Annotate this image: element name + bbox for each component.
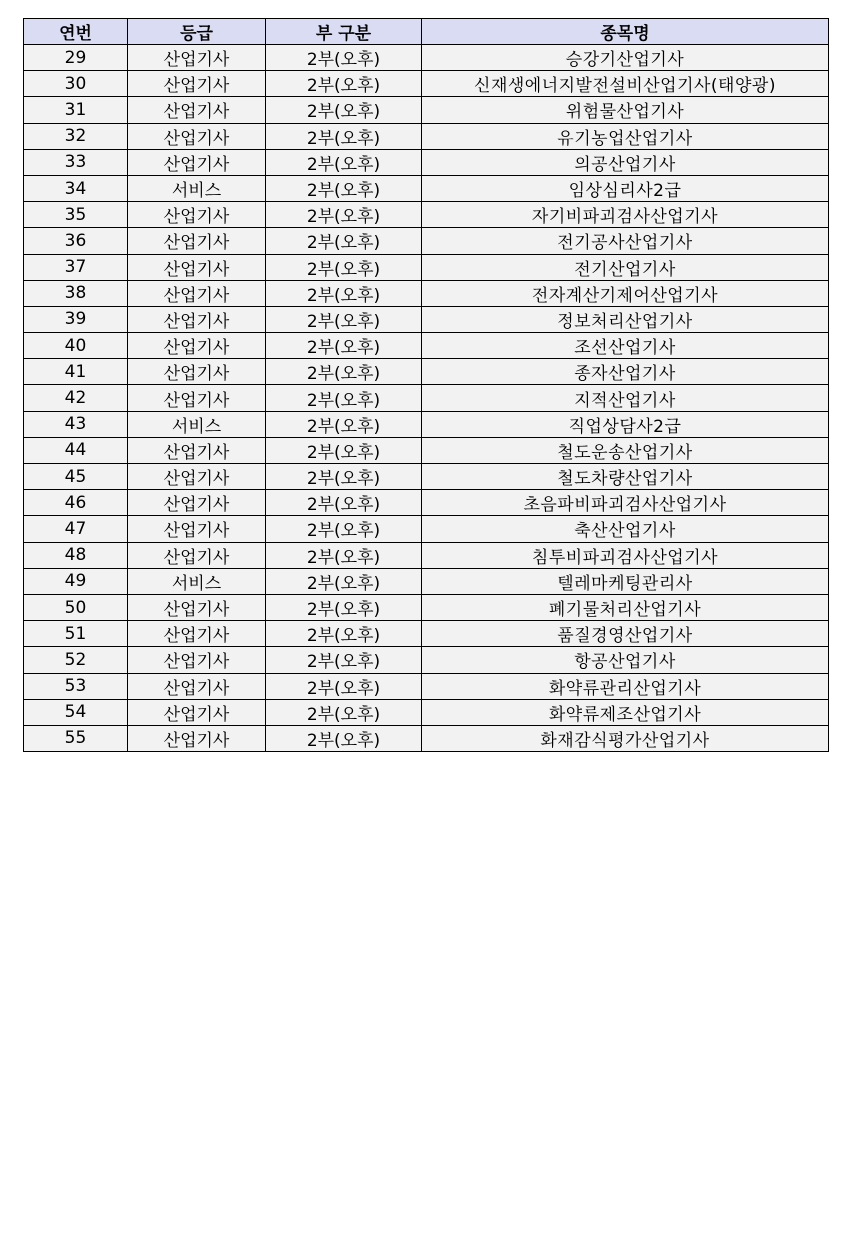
cell-session: 2부(오후) <box>266 621 422 647</box>
cell-grade: 산업기사 <box>128 333 266 359</box>
cell-serial-number: 49 <box>24 568 128 594</box>
table-row <box>24 542 829 568</box>
table-row <box>24 725 829 751</box>
exam-schedule-table <box>23 18 829 752</box>
table-row <box>24 490 829 516</box>
cell-grade: 산업기사 <box>128 647 266 673</box>
table-row <box>24 123 829 149</box>
cell-subject-name: 침투비파괴검사산업기사 <box>422 542 829 568</box>
cell-grade: 산업기사 <box>128 621 266 647</box>
cell-grade: 산업기사 <box>128 359 266 385</box>
cell-session: 2부(오후) <box>266 359 422 385</box>
cell-serial-number: 42 <box>24 385 128 411</box>
cell-serial-number: 39 <box>24 306 128 332</box>
cell-serial-number: 44 <box>24 437 128 463</box>
cell-grade: 산업기사 <box>128 594 266 620</box>
table-row <box>24 175 829 201</box>
table-row <box>24 437 829 463</box>
cell-session: 2부(오후) <box>266 97 422 123</box>
cell-subject-name: 화약류제조산업기사 <box>422 699 829 725</box>
cell-session: 2부(오후) <box>266 254 422 280</box>
cell-grade: 산업기사 <box>128 673 266 699</box>
cell-session: 2부(오후) <box>266 411 422 437</box>
cell-grade: 서비스 <box>128 568 266 594</box>
cell-grade: 산업기사 <box>128 71 266 97</box>
cell-subject-name: 화재감식평가산업기사 <box>422 725 829 751</box>
cell-grade: 산업기사 <box>128 490 266 516</box>
cell-subject-name: 텔레마케팅관리사 <box>422 568 829 594</box>
cell-subject-name: 의공산업기사 <box>422 149 829 175</box>
cell-subject-name: 철도차량산업기사 <box>422 464 829 490</box>
cell-session: 2부(오후) <box>266 464 422 490</box>
table-row <box>24 621 829 647</box>
cell-session: 2부(오후) <box>266 699 422 725</box>
cell-subject-name: 조선산업기사 <box>422 333 829 359</box>
cell-serial-number: 38 <box>24 280 128 306</box>
cell-session: 2부(오후) <box>266 149 422 175</box>
cell-serial-number: 54 <box>24 699 128 725</box>
table-row <box>24 359 829 385</box>
cell-session: 2부(오후) <box>266 385 422 411</box>
cell-serial-number: 55 <box>24 725 128 751</box>
cell-session: 2부(오후) <box>266 516 422 542</box>
cell-serial-number: 48 <box>24 542 128 568</box>
cell-session: 2부(오후) <box>266 333 422 359</box>
cell-grade: 산업기사 <box>128 699 266 725</box>
cell-subject-name: 항공산업기사 <box>422 647 829 673</box>
cell-serial-number: 41 <box>24 359 128 385</box>
cell-subject-name: 위험물산업기사 <box>422 97 829 123</box>
cell-grade: 산업기사 <box>128 149 266 175</box>
header-session: 부 구분 <box>266 19 422 45</box>
table-body <box>24 45 829 752</box>
cell-session: 2부(오후) <box>266 123 422 149</box>
cell-subject-name: 전자계산기제어산업기사 <box>422 280 829 306</box>
table-row <box>24 228 829 254</box>
table-row <box>24 568 829 594</box>
header-subject-name: 종목명 <box>422 19 829 45</box>
table-row <box>24 71 829 97</box>
cell-serial-number: 46 <box>24 490 128 516</box>
cell-subject-name: 종자산업기사 <box>422 359 829 385</box>
cell-serial-number: 53 <box>24 673 128 699</box>
cell-subject-name: 유기농업산업기사 <box>422 123 829 149</box>
table-row <box>24 673 829 699</box>
cell-subject-name: 신재생에너지발전설비산업기사(태양광) <box>422 71 829 97</box>
table-row <box>24 385 829 411</box>
cell-serial-number: 36 <box>24 228 128 254</box>
cell-session: 2부(오후) <box>266 542 422 568</box>
cell-grade: 산업기사 <box>128 254 266 280</box>
cell-subject-name: 초음파비파괴검사산업기사 <box>422 490 829 516</box>
cell-session: 2부(오후) <box>266 568 422 594</box>
cell-session: 2부(오후) <box>266 71 422 97</box>
cell-grade: 산업기사 <box>128 306 266 332</box>
cell-grade: 산업기사 <box>128 202 266 228</box>
cell-session: 2부(오후) <box>266 673 422 699</box>
cell-subject-name: 화약류관리산업기사 <box>422 673 829 699</box>
table-row <box>24 411 829 437</box>
cell-serial-number: 34 <box>24 175 128 201</box>
cell-serial-number: 40 <box>24 333 128 359</box>
cell-session: 2부(오후) <box>266 647 422 673</box>
table-row <box>24 333 829 359</box>
cell-session: 2부(오후) <box>266 45 422 71</box>
cell-serial-number: 43 <box>24 411 128 437</box>
cell-grade: 서비스 <box>128 175 266 201</box>
cell-serial-number: 30 <box>24 71 128 97</box>
cell-grade: 산업기사 <box>128 45 266 71</box>
table-row <box>24 202 829 228</box>
cell-serial-number: 47 <box>24 516 128 542</box>
header-row <box>24 19 829 45</box>
cell-subject-name: 철도운송산업기사 <box>422 437 829 463</box>
cell-serial-number: 37 <box>24 254 128 280</box>
cell-subject-name: 자기비파괴검사산업기사 <box>422 202 829 228</box>
cell-session: 2부(오후) <box>266 725 422 751</box>
cell-serial-number: 52 <box>24 647 128 673</box>
cell-serial-number: 29 <box>24 45 128 71</box>
cell-serial-number: 35 <box>24 202 128 228</box>
table-row <box>24 254 829 280</box>
cell-grade: 산업기사 <box>128 97 266 123</box>
cell-subject-name: 품질경영산업기사 <box>422 621 829 647</box>
cell-subject-name: 전기산업기사 <box>422 254 829 280</box>
cell-session: 2부(오후) <box>266 306 422 332</box>
cell-session: 2부(오후) <box>266 437 422 463</box>
cell-session: 2부(오후) <box>266 228 422 254</box>
cell-grade: 산업기사 <box>128 123 266 149</box>
cell-subject-name: 직업상담사2급 <box>422 411 829 437</box>
cell-serial-number: 51 <box>24 621 128 647</box>
table-row <box>24 516 829 542</box>
cell-session: 2부(오후) <box>266 280 422 306</box>
header-serial-number: 연번 <box>24 19 128 45</box>
cell-serial-number: 31 <box>24 97 128 123</box>
table-row <box>24 97 829 123</box>
cell-grade: 산업기사 <box>128 464 266 490</box>
cell-serial-number: 33 <box>24 149 128 175</box>
cell-grade: 산업기사 <box>128 437 266 463</box>
cell-session: 2부(오후) <box>266 594 422 620</box>
cell-subject-name: 정보처리산업기사 <box>422 306 829 332</box>
table-row <box>24 280 829 306</box>
cell-subject-name: 임상심리사2급 <box>422 175 829 201</box>
cell-serial-number: 32 <box>24 123 128 149</box>
cell-serial-number: 50 <box>24 594 128 620</box>
cell-grade: 서비스 <box>128 411 266 437</box>
table-row <box>24 45 829 71</box>
table-row <box>24 647 829 673</box>
cell-grade: 산업기사 <box>128 542 266 568</box>
header-grade: 등급 <box>128 19 266 45</box>
table-row <box>24 464 829 490</box>
table-row <box>24 699 829 725</box>
cell-subject-name: 폐기물처리산업기사 <box>422 594 829 620</box>
cell-grade: 산업기사 <box>128 516 266 542</box>
cell-subject-name: 승강기산업기사 <box>422 45 829 71</box>
cell-session: 2부(오후) <box>266 175 422 201</box>
cell-grade: 산업기사 <box>128 725 266 751</box>
cell-grade: 산업기사 <box>128 228 266 254</box>
cell-grade: 산업기사 <box>128 280 266 306</box>
cell-session: 2부(오후) <box>266 202 422 228</box>
cell-subject-name: 축산산업기사 <box>422 516 829 542</box>
table-row <box>24 594 829 620</box>
cell-subject-name: 지적산업기사 <box>422 385 829 411</box>
table-row <box>24 306 829 332</box>
cell-grade: 산업기사 <box>128 385 266 411</box>
cell-serial-number: 45 <box>24 464 128 490</box>
cell-subject-name: 전기공사산업기사 <box>422 228 829 254</box>
table-row <box>24 149 829 175</box>
cell-session: 2부(오후) <box>266 490 422 516</box>
